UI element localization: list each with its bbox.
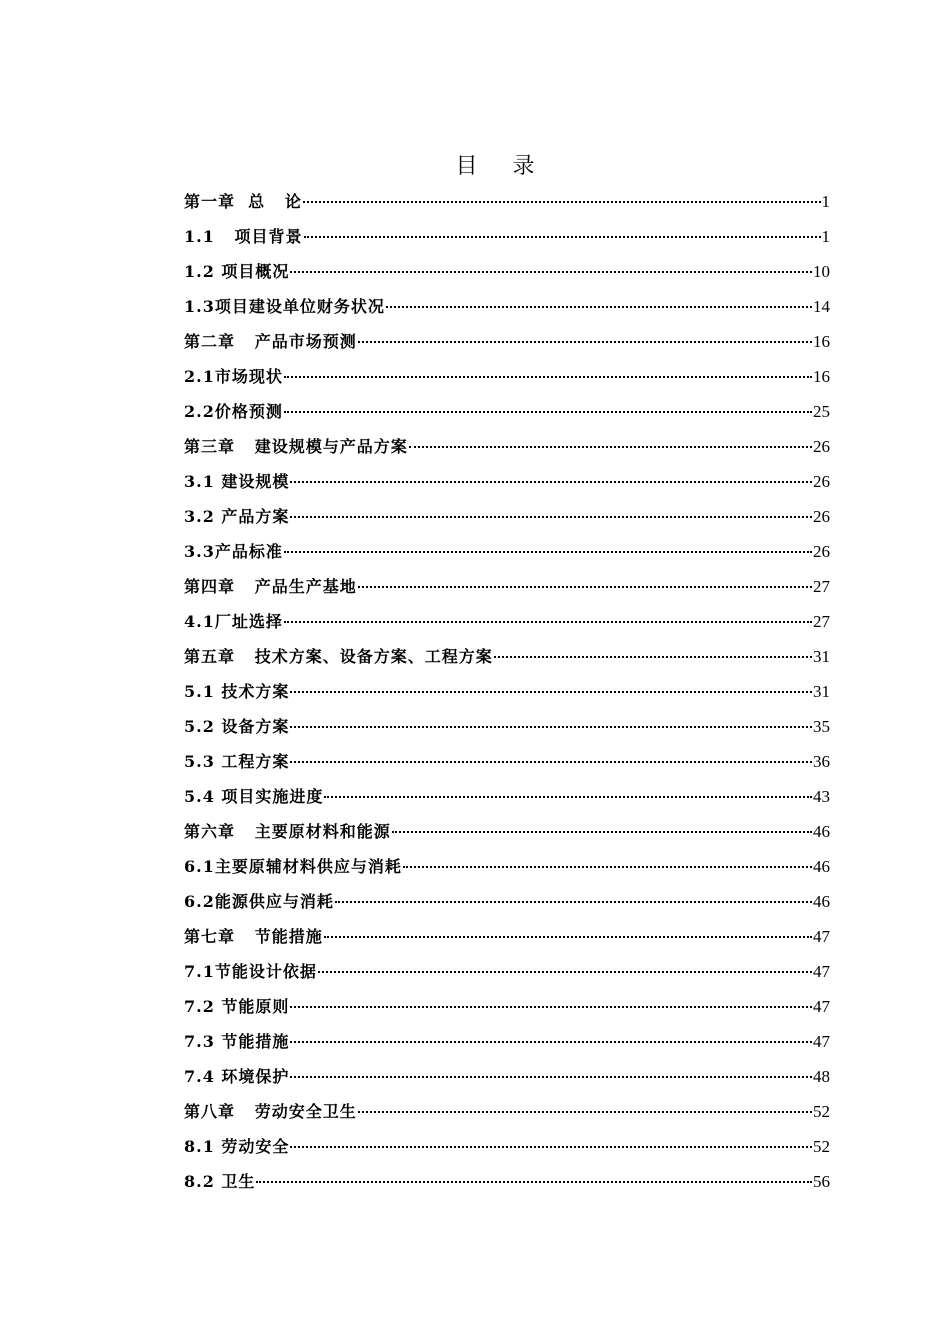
toc-leader-dots [409, 426, 812, 448]
toc-entry-label: 6.2能源供应与消耗 [184, 892, 334, 911]
toc-entry[interactable] [184, 955, 830, 990]
toc-entry[interactable] [184, 465, 830, 500]
toc-entry-label: 第一章 总 论 [184, 192, 302, 211]
toc-leader-dots [256, 1161, 812, 1183]
toc-entry-page: 26 [813, 472, 830, 491]
toc-entry[interactable] [184, 1095, 830, 1130]
toc-entry-page: 26 [813, 437, 830, 456]
toc-entry-page: 16 [813, 332, 830, 351]
toc-leader-dots [324, 916, 812, 938]
toc-entry-label: 3.1 建设规模 [184, 472, 290, 491]
toc-entry-page: 46 [813, 892, 830, 911]
toc-leader-dots [358, 321, 812, 343]
toc-entry-page: 52 [813, 1102, 830, 1121]
toc-entry-page: 26 [813, 542, 830, 561]
toc-leader-dots [290, 251, 812, 273]
toc-entry-page: 31 [813, 647, 830, 666]
toc-entry[interactable] [184, 605, 830, 640]
toc-entry-label: 第七章 节能措施 [184, 927, 323, 946]
toc-entry-page: 47 [813, 927, 830, 946]
toc-leader-dots [303, 181, 821, 203]
toc-entry-label: 第八章 劳动安全卫生 [184, 1102, 357, 1121]
toc-entry-label: 第六章 主要原材料和能源 [184, 822, 391, 841]
toc-entry[interactable] [184, 325, 830, 360]
toc-entry-page: 27 [813, 577, 830, 596]
toc-entry-page: 27 [813, 612, 830, 631]
toc-entry[interactable] [184, 815, 830, 850]
toc-entry[interactable] [184, 710, 830, 745]
toc-leader-dots [304, 216, 821, 238]
toc-entry[interactable] [184, 885, 830, 920]
toc-list [184, 185, 830, 1200]
toc-entry[interactable] [184, 395, 830, 430]
toc-entry-page: 1 [821, 192, 830, 211]
toc-entry[interactable] [184, 1060, 830, 1095]
toc-entry-label: 5.3 工程方案 [184, 752, 290, 771]
toc-entry[interactable] [184, 640, 830, 675]
toc-entry-label: 1.1 项目背景 [184, 227, 303, 246]
toc-leader-dots [290, 1126, 812, 1148]
toc-leader-dots [290, 461, 812, 483]
toc-entry-label: 6.1主要原辅材料供应与消耗 [184, 857, 402, 876]
toc-entry-page: 56 [813, 1172, 830, 1191]
toc-entry[interactable] [184, 1130, 830, 1165]
toc-entry[interactable] [184, 850, 830, 885]
toc-entry-page: 26 [813, 507, 830, 526]
toc-entry-page: 10 [813, 262, 830, 281]
toc-entry-label: 第二章 产品市场预测 [184, 332, 357, 351]
toc-entry-page: 35 [813, 717, 830, 736]
toc-entry-label: 8.2 卫生 [184, 1172, 256, 1191]
toc-entry[interactable] [184, 920, 830, 955]
toc-leader-dots [290, 986, 812, 1008]
toc-leader-dots [494, 636, 812, 658]
toc-entry-page: 47 [813, 997, 830, 1016]
toc-leader-dots [284, 391, 812, 413]
toc-entry-label: 3.3产品标准 [184, 542, 283, 561]
toc-entry[interactable] [184, 500, 830, 535]
toc-entry[interactable] [184, 360, 830, 395]
toc-leader-dots [335, 881, 812, 903]
toc-entry[interactable] [184, 255, 830, 290]
toc-entry[interactable] [184, 430, 830, 465]
toc-entry-label: 5.2 设备方案 [184, 717, 290, 736]
toc-entry-page: 43 [813, 787, 830, 806]
toc-entry-label: 4.1厂址选择 [184, 612, 283, 631]
toc-entry-page: 14 [813, 297, 830, 316]
toc-entry[interactable] [184, 780, 830, 815]
toc-leader-dots [284, 601, 812, 623]
toc-entry-label: 1.3项目建设单位财务状况 [184, 297, 385, 316]
toc-leader-dots [290, 1056, 812, 1078]
toc-entry-label: 7.4 环境保护 [184, 1067, 290, 1086]
toc-entry[interactable] [184, 675, 830, 710]
toc-leader-dots [318, 951, 812, 973]
toc-entry-page: 25 [813, 402, 830, 421]
toc-entry-page: 48 [813, 1067, 830, 1086]
toc-entry-page: 46 [813, 857, 830, 876]
toc-leader-dots [358, 566, 812, 588]
toc-entry[interactable] [184, 745, 830, 780]
toc-leader-dots [284, 356, 812, 378]
toc-entry[interactable] [184, 185, 830, 220]
toc-entry-label: 7.2 节能原则 [184, 997, 290, 1016]
toc-entry[interactable] [184, 1025, 830, 1060]
toc-leader-dots [290, 671, 812, 693]
toc-entry-label: 5.1 技术方案 [184, 682, 290, 701]
toc-entry-label: 第四章 产品生产基地 [184, 577, 357, 596]
toc-entry-page: 47 [813, 1032, 830, 1051]
toc-entry-page: 36 [813, 752, 830, 771]
toc-leader-dots [358, 1091, 812, 1113]
toc-entry-label: 8.1 劳动安全 [184, 1137, 290, 1156]
toc-leader-dots [403, 846, 812, 868]
toc-entry-label: 7.3 节能措施 [184, 1032, 290, 1051]
toc-entry-page: 46 [813, 822, 830, 841]
toc-leader-dots [290, 1021, 812, 1043]
toc-entry-label: 7.1节能设计依据 [184, 962, 317, 981]
toc-entry[interactable] [184, 535, 830, 570]
toc-entry[interactable] [184, 570, 830, 605]
toc-entry-label: 第五章 技术方案、设备方案、工程方案 [184, 647, 493, 666]
toc-entry[interactable] [184, 990, 830, 1025]
toc-leader-dots [392, 811, 812, 833]
toc-entry-label: 2.1市场现状 [184, 367, 283, 386]
toc-entry-page: 52 [813, 1137, 830, 1156]
toc-leader-dots [386, 286, 812, 308]
toc-entry-label: 2.2价格预测 [184, 402, 283, 421]
toc-entry-page: 16 [813, 367, 830, 386]
toc-entry[interactable] [184, 1165, 830, 1200]
toc-entry-label: 第三章 建设规模与产品方案 [184, 437, 408, 456]
toc-entry[interactable] [184, 290, 830, 325]
toc-entry-label: 5.4 项目实施进度 [184, 787, 324, 806]
toc-entry-page: 1 [821, 227, 830, 246]
toc-entry-page: 47 [813, 962, 830, 981]
toc-entry[interactable] [184, 220, 830, 255]
toc-leader-dots [290, 741, 812, 763]
toc-entry-label: 1.2 项目概况 [184, 262, 290, 281]
toc-leader-dots [284, 531, 812, 553]
toc-leader-dots [290, 496, 812, 518]
toc-leader-dots [290, 706, 812, 728]
toc-entry-label: 3.2 产品方案 [184, 507, 290, 526]
toc-title: 目 录 [455, 153, 549, 179]
toc-entry-page: 31 [813, 682, 830, 701]
toc-leader-dots [324, 776, 812, 798]
